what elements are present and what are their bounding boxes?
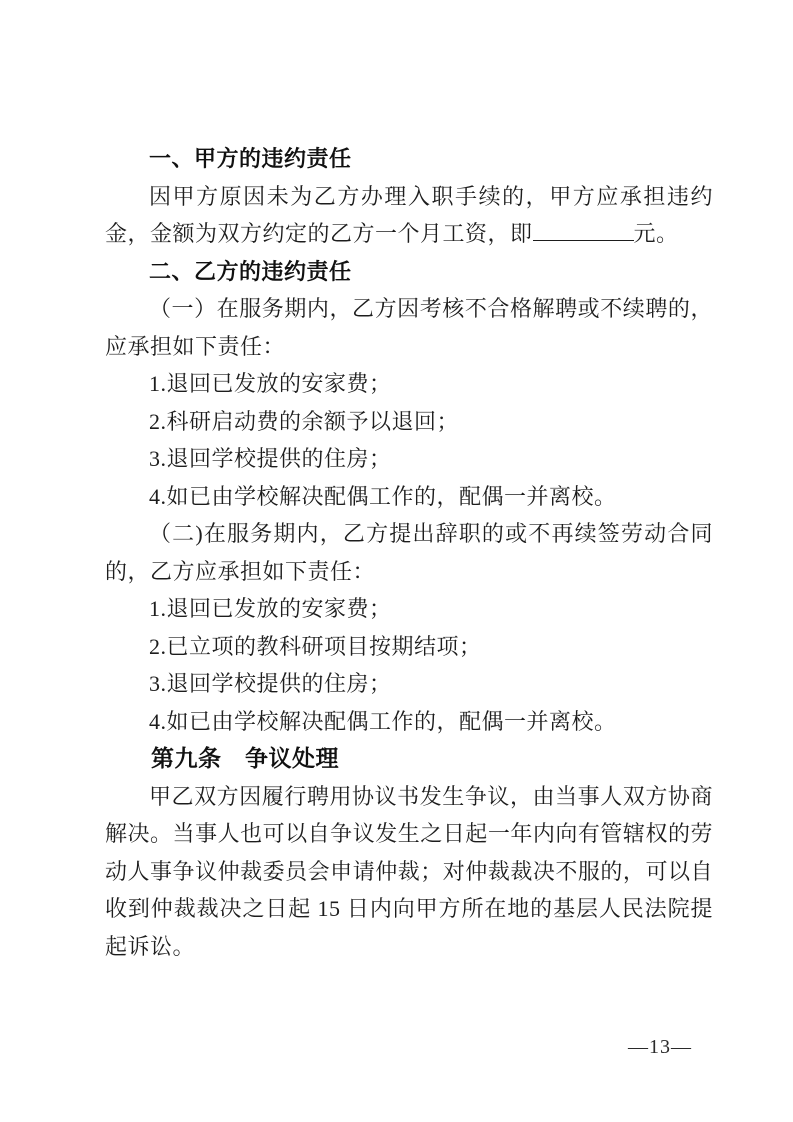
list-item-case1-2: 2.科研启动费的余额予以退回；: [149, 408, 460, 434]
heading-article-nine-disputes: 第九条 争议处理: [151, 745, 339, 771]
document-content: [105, 140, 713, 965]
paragraph-article-nine: 甲乙双方因履行聘用协议书发生争议，由当事人双方协商解决。当事人也可以自争议发生之日起一年内向有管辖权的劳动人事争议仲裁委员会申请仲裁；对仲裁裁决不服的，可以自收到仲裁裁决之日起 15 日内向甲方所在地的基层人民法院提起诉讼。: [105, 783, 713, 959]
heading-party-a-breach: 一、甲方的违约责任: [149, 146, 352, 171]
party-a-breach-text-before-blank: 因甲方原因未为乙方办理入职手续的，甲方应承担违约金，金额为双方约定的乙方一个月工资，即: [105, 183, 713, 246]
party-a-breach-text-after-blank: 元。: [633, 221, 679, 246]
fill-in-blank-amount: [533, 238, 634, 241]
heading-party-b-breach: 二、乙方的违约责任: [149, 258, 352, 284]
paragraph-case1-intro: （一）在服务期内，乙方因考核不合格解聘或不续聘的，应承担如下责任：: [105, 296, 713, 359]
list-item-case2-1: 1.退回已发放的安家费；: [149, 596, 392, 621]
paragraph-case2-intro: （二)在服务期内，乙方提出辞职的或不再续签劳动合同的，乙方应承担如下责任：: [105, 521, 713, 584]
page-number: —13—: [628, 1036, 692, 1058]
list-item-case2-4: 4.如已由学校解决配偶工作的，配偶一并离校。: [149, 708, 617, 734]
list-item-case1-1: 1.退回已发放的安家费；: [149, 371, 392, 396]
list-item-case1-4: 4.如已由学校解决配偶工作的，配偶一并离校。: [149, 483, 617, 509]
list-item-case1-3: 3.退回学校提供的住房；: [149, 446, 392, 471]
list-item-case2-2: 2.已立项的教科研项目按期结项；: [149, 633, 482, 659]
list-item-case2-3: 3.退回学校提供的住房；: [149, 671, 392, 696]
paragraph-party-a-breach: [105, 178, 713, 253]
